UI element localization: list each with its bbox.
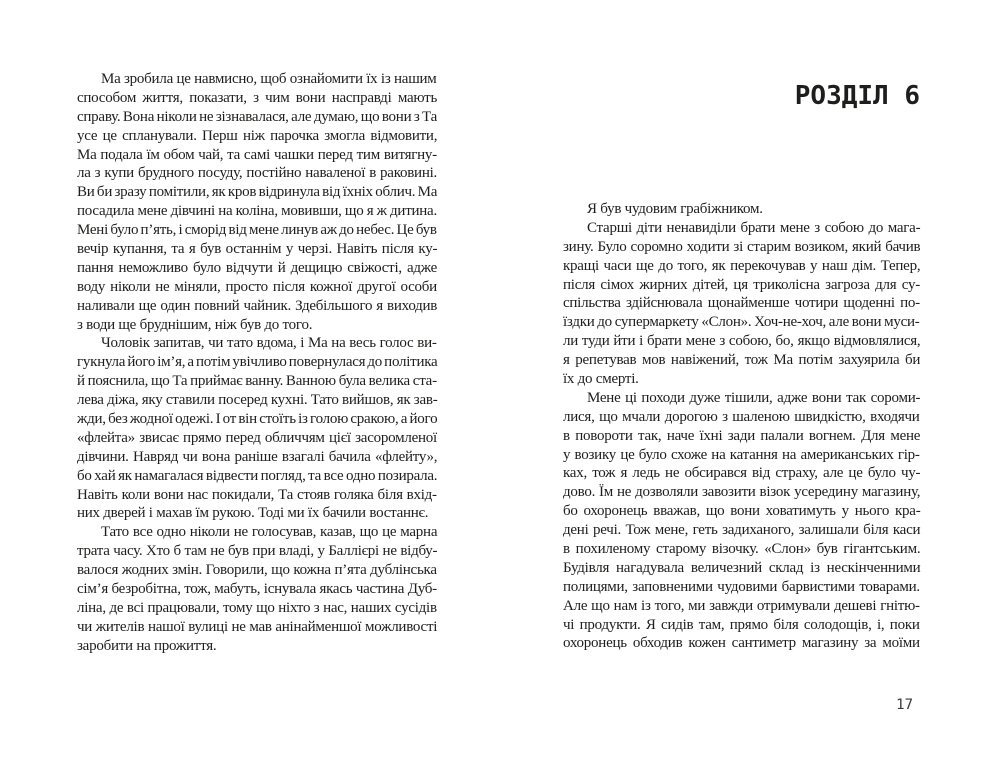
text-line: «флейта» звисає прямо перед обличчям цієї засоромленої	[77, 429, 437, 446]
text-line: сім’я безробітна, тож, мабуть, існувала якась частина Дуб-	[77, 581, 437, 598]
text-line: я репетував мов навіжений, тож Ма потім захуярила би	[563, 352, 921, 369]
text-line: Будівля нагадувала величезний склад із нескінченними	[563, 559, 921, 576]
text-line: у возику це було схоже на катання на американських гір-	[563, 446, 920, 463]
text-line: кращі часи ще до того, як перекочував у наш дім. Тепер,	[563, 257, 921, 274]
paragraph	[563, 200, 920, 219]
text-line: після сімох жирних дітей, ця триколісна загроза для су-	[563, 276, 920, 293]
text-line: їх до смерті.	[563, 371, 639, 388]
text-line: ліна, де всі працювали, тому що ніхто з нас, наших сусідів	[77, 599, 437, 616]
text-line: спільства здійснювала щонайменше чотири щоденні по-	[563, 295, 920, 312]
chapter-heading: РОЗДІЛ 6	[794, 81, 920, 111]
text-line: Ма подала їм обом чай, та самі чашки перед тим витягну-	[77, 146, 437, 163]
text-line: бо хай як намагалася відвести погляд, та все одно позирала.	[77, 467, 438, 484]
text-line: наливали ще один повний чайник. Здебільшого я виходив	[77, 297, 438, 314]
right-page-text	[563, 200, 920, 653]
text-line: Ма зробила це навмисно, щоб ознайомити їх із нашим	[101, 71, 437, 87]
text-line: зину. Було соромно ходити зі старим возиком, який бачив	[563, 238, 921, 255]
text-line: Старші діти ненавиділи брати мене з собою до мага-	[587, 219, 921, 236]
text-line: справу. Вона ніколи не зізнавалася, але думаю, що вони з Та	[77, 108, 437, 125]
text-line: в похиленому старому візочку. «Слон» був гігантським.	[563, 541, 921, 558]
paragraph	[563, 389, 920, 653]
text-line: охоронець обходив кожен сантиметр магазину за моїми	[563, 635, 920, 652]
text-line: Але що нам із того, ми завжди отримували дешеві гнітю-	[563, 597, 920, 614]
text-line: ках, тож я ледь не обсирався від страху, але це було чу-	[563, 465, 921, 482]
text-line: дівчини. Навряд чи вона раніше взагалі бачила «флейту»,	[77, 448, 438, 465]
text-line: жди, без жодної одежі. І от він стоїть із голою сракою, а його	[77, 411, 438, 428]
text-line: пання неможливо було відчути й дещицю свіжості, адже	[77, 259, 438, 276]
text-line: них дверей і махав їм рукою. Тоді ми їх бачили востаннє.	[77, 505, 429, 522]
paragraph	[563, 219, 920, 389]
text-line: й пояснила, що Та приймає ванну. Ванною була велика ста-	[77, 373, 437, 390]
text-line: заробити на прожиття.	[77, 637, 217, 654]
text-line: посадила мене дівчині на коліна, мовивши, що я ж дитина.	[77, 203, 437, 220]
text-line: способом життя, показати, з чим вони насправді мають	[77, 89, 438, 106]
text-line: Я був чудовим грабіжником.	[587, 201, 763, 217]
text-line: Тато все одно ніколи не голосував, казав, що це марна	[101, 524, 438, 541]
text-line: воду ніколи не міняли, просто після кожної другої особи	[77, 278, 437, 295]
text-line: чи жителів нашої вулиці не мав анінайменшої можливості	[77, 618, 438, 635]
text-line: усе це спланували. Перш ніж парочка змогла відмовити,	[77, 127, 438, 144]
text-line: Мене ці походи дуже тішили, адже вони так сороми-	[587, 389, 921, 406]
text-line: трата часу. Хто б там не був при владі, у Баллієрі не відбу-	[77, 543, 438, 560]
text-line: бо охоронець вважав, що вони ховатимуть у нього кра-	[563, 503, 921, 520]
text-line: з води ще бруднішим, ніж був до того.	[77, 316, 313, 333]
text-line: валося жодних змін. Говорили, що кожна п’ята дублінська	[77, 562, 437, 579]
text-line: гукнула його ім’я, а потім увічливо повернулася до політика	[77, 354, 438, 371]
text-line: ла з купи брудного посуду, постійно наваленої в раковині.	[77, 165, 438, 182]
text-line: їздки до супермаркету «Слон». Хоч-не-хоч, але вони муси-	[563, 314, 920, 331]
text-line: ли туди йти і брати мене з собою, бо, якщо відмовлялися,	[563, 333, 921, 350]
text-line: полицями, заповненими чудовими барвистими товарами.	[563, 578, 920, 595]
text-line: лева діжа, яку ставили посеред кухні. Тато вийшов, як зав-	[77, 392, 438, 409]
text-line: лися, що мчали дорогою з шаленою швидкістю, входячи	[563, 408, 920, 425]
text-line: дово. Їм не дозволяли завозити візок усередину магазину,	[563, 484, 921, 501]
text-line: Чоловік запитав, чи тато вдома, і Ма на весь голос ви-	[101, 335, 437, 352]
text-line: Мені було п’ять, і сморід від мене линув аж до небес. Це був	[77, 222, 437, 239]
text-line: вечір купання, та я був останнім у черзі. Навіть після ку-	[77, 241, 438, 258]
text-line: чі продукти. Я сидів там, прямо біля солодощів, і, поки	[563, 616, 920, 633]
text-line: дені речі. Тож мене, геть задиханого, залишали біля каси	[563, 522, 921, 539]
text-line: Ви би зразу помітили, як кров відринула від їхніх облич. Ма	[77, 184, 438, 201]
page-number: 17	[896, 697, 913, 713]
text-line: в повороти так, наче їхні зади палали вогнем. Для мене	[563, 427, 921, 444]
text-line: Навіть коли вони нас покидали, Та стояв голяка біля вхід-	[77, 486, 437, 503]
